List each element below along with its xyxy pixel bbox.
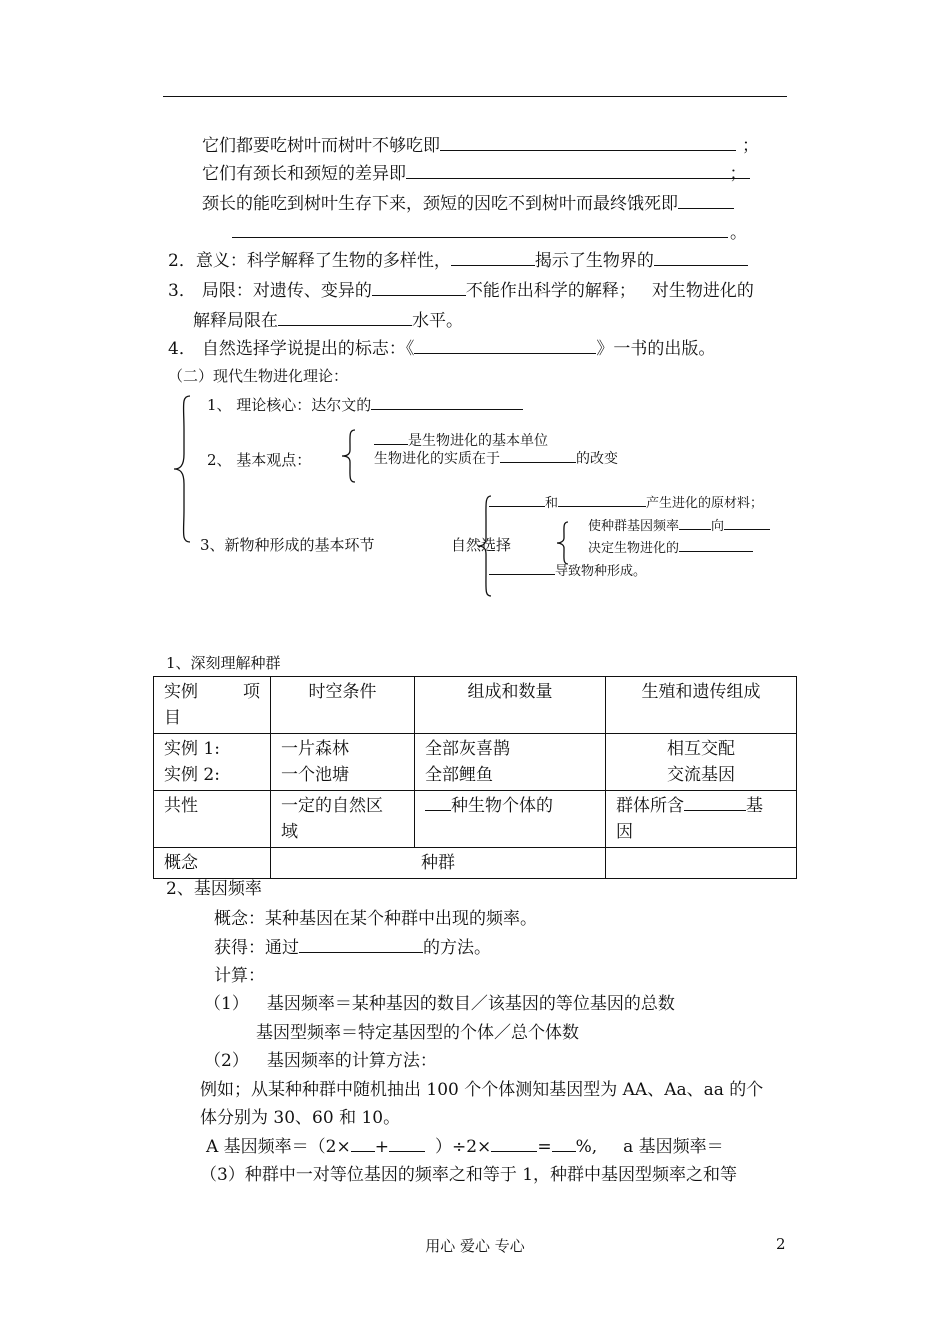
selection-label: 自然选择 [451, 536, 512, 554]
answer-blank[interactable] [372, 280, 466, 296]
answer-blank[interactable] [414, 338, 596, 354]
answer-blank[interactable] [389, 1136, 425, 1152]
answer-blank[interactable] [679, 539, 753, 552]
view-population-unit: 是生物进化的基本单位 [374, 431, 548, 450]
answer-blank[interactable] [406, 163, 726, 179]
table-cell: 概念 [154, 848, 271, 879]
statement-line-2: 它们有颈长和颈短的差异即 ； [202, 163, 750, 185]
table-header-cell: 时空条件 [271, 677, 415, 734]
table-row [154, 734, 797, 791]
population-table [153, 676, 797, 879]
table-row [154, 791, 797, 848]
gene-frequency-heading: 2、基因频率 [166, 879, 262, 899]
example-line-1: 例如；从某种种群中随机抽出 100 个个体测知基因型为 AA、Aa、aa 的个 [200, 1080, 764, 1100]
calculation-line: A 基因频率＝（2× + ）÷2× = %, a 基因频率＝ [206, 1137, 724, 1157]
statement-line-1: 它们都要吃树叶而树叶不够吃即 ； [202, 136, 759, 156]
example-line-2: 体分别为 30、60 和 10。 [200, 1108, 401, 1128]
formula-2: 基因型频率＝特定基因型的个体／总个体数 [256, 1023, 579, 1043]
modern-theory-heading: （二）现代生物进化理论： [168, 367, 349, 385]
answer-blank[interactable] [679, 517, 711, 530]
page-number: 2 [776, 1235, 786, 1253]
table-cell: 全部灰喜鹊 全部鲤鱼 [415, 734, 606, 791]
table-cell: 相互交配 交流基因 [606, 734, 797, 791]
gene-frequency-obtain: 获得：通过 的方法。 [214, 938, 491, 958]
selection-direction: 使种群基因频率 向 [588, 517, 770, 536]
formula-1: （1） 基因频率＝某种基因的数目／该基因的等位基因的总数 [204, 994, 675, 1014]
answer-blank[interactable] [299, 937, 423, 953]
answer-blank[interactable] [489, 562, 555, 575]
answer-blank[interactable] [425, 795, 451, 811]
answer-blank[interactable] [374, 431, 408, 445]
table-cell: 种群 [271, 848, 606, 879]
formation-label: 3、新物种形成的基本环节 [200, 536, 375, 554]
population-heading: 1、深刻理解种群 [166, 654, 281, 672]
answer-blank[interactable] [371, 394, 523, 410]
selection-decide: 决定生物进化的 [588, 539, 753, 558]
answer-blank[interactable] [558, 494, 646, 507]
answer-blank[interactable] [684, 795, 746, 811]
gene-frequency-concept: 概念：某种基因在某个种群中出现的频率。 [214, 909, 537, 929]
answer-blank[interactable] [552, 1136, 576, 1152]
selection-brace-icon [555, 520, 571, 566]
item-3-line: （3）种群中一对等位基因的频率之和等于 1，种群中基因型频率之和等 [200, 1165, 738, 1185]
method-item: （2） 基因频率的计算方法： [204, 1051, 437, 1071]
answer-blank[interactable] [724, 517, 770, 530]
table-header-cell: 实例 项 目 [154, 677, 271, 734]
table-cell: 实例 1: 实例 2: [154, 734, 271, 791]
table-header-row [154, 677, 797, 734]
answer-blank[interactable] [351, 1136, 375, 1152]
statement-line-4: 。 [232, 222, 747, 244]
view-evolution-essence: 生物进化的实质在于 的改变 [374, 451, 618, 467]
answer-blank[interactable] [678, 193, 734, 209]
significance-item: 2．意义：科学解释了生物的多样性， 揭示了生物界的 [168, 250, 748, 272]
table-cell [606, 848, 797, 879]
isolation: 导致物种形成。 [489, 562, 646, 581]
answer-blank[interactable] [440, 135, 736, 151]
table-cell: 种生物个体的 [415, 791, 606, 848]
table-cell: 一片森林 一个池塘 [271, 734, 415, 791]
theory-core: 1、 理论核心：达尔文的 [207, 394, 523, 415]
answer-blank[interactable] [489, 494, 545, 507]
main-brace-icon [172, 394, 194, 544]
answer-blank[interactable] [500, 449, 576, 463]
answer-blank[interactable] [491, 1136, 537, 1152]
table-cell: 群体所含 基 因 [606, 791, 797, 848]
table-row [154, 848, 797, 879]
footer-text: 用心 爱心 专心 [425, 1237, 525, 1255]
statement-line-3: 颈长的能吃到树叶生存下来，颈短的因吃不到树叶而最终饿死即 [202, 193, 734, 215]
table-header-cell: 生殖和遗传组成 [606, 677, 797, 734]
answer-blank[interactable] [278, 310, 412, 326]
answer-blank[interactable] [451, 250, 535, 266]
gene-frequency-calc-label: 计算： [214, 966, 265, 986]
table-cell: 共性 [154, 791, 271, 848]
raw-material: 和 产生进化的原材料； [489, 494, 763, 513]
table-header-cell: 组成和数量 [415, 677, 606, 734]
views-brace-icon [340, 428, 358, 484]
limitation-item: 3． 局限：对遗传、变异的 不能作出科学的解释； 对生物进化的 [168, 281, 754, 301]
table-cell: 一定的自然区 域 [271, 791, 415, 848]
answer-blank[interactable] [232, 222, 728, 238]
header-rule [163, 96, 787, 97]
basic-views-label: 2、 基本观点： [207, 451, 312, 469]
answer-blank[interactable] [654, 250, 748, 266]
limitation-item-cont: 解释局限在 水平。 [193, 311, 463, 331]
marker-item: 4． 自然选择学说提出的标志：《 》一书的出版。 [168, 339, 716, 359]
